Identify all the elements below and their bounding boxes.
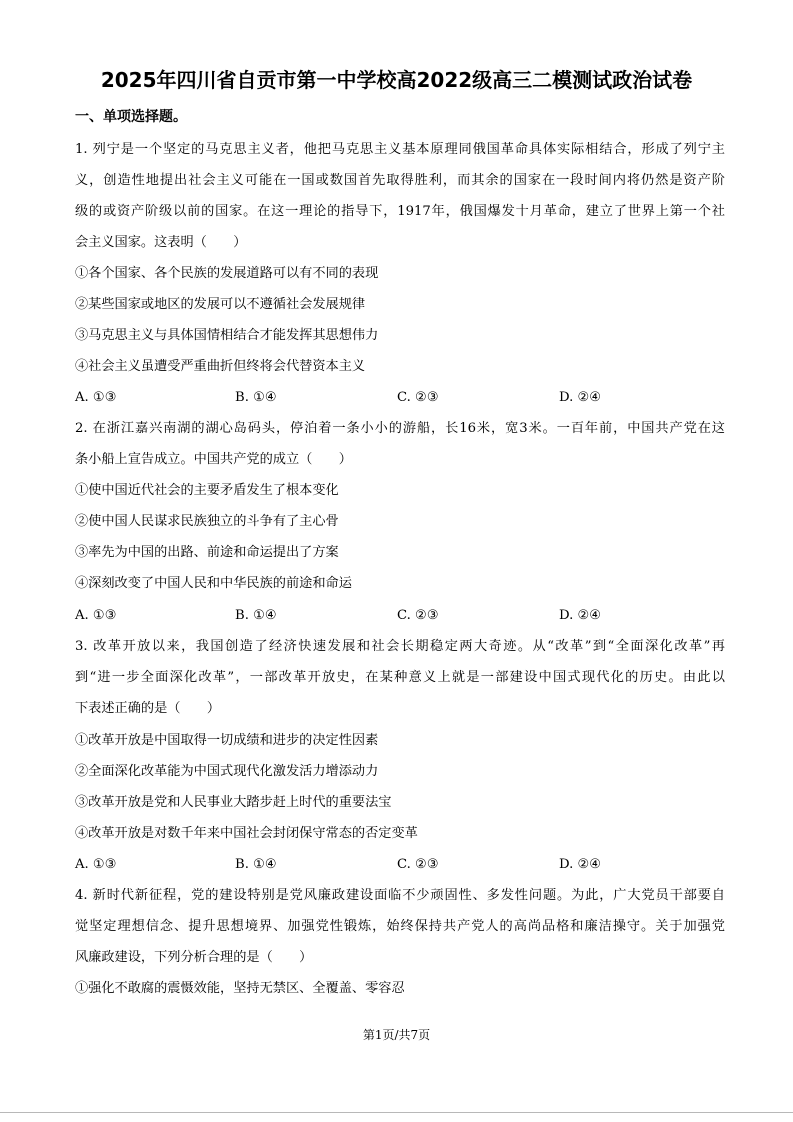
question-2-option-c[interactable]: C. ②③	[397, 608, 439, 623]
question-3-item-4: ④改革开放是对数千年来中国社会封闭保守常态的否定变革	[75, 826, 418, 841]
question-4-line-1: 4. 新时代新征程，党的建设特别是党风廉政建设面临不少顽固性、多发性问题。为此，广大党员干部要自	[75, 888, 725, 903]
question-1-line-2: 义，创造性地提出社会主义可能在一国或数国首先取得胜利，而其余的国家在一段时间内将仍然是资产阶	[75, 173, 725, 188]
question-4-item-1: ①强化不敢腐的震慑效能，坚持无禁区、全覆盖、零容忍	[75, 981, 405, 996]
question-1-line-3: 级的或资产阶级以前的国家。在这一理论的指导下，1917年，俄国爆发十月革命，建立了世界上第一个社	[75, 204, 725, 219]
question-1-item-1: ①各个国家、各个民族的发展道路可以有不同的表现	[75, 266, 379, 281]
question-3-line-1: 3. 改革开放以来，我国创造了经济快速发展和社会长期稳定两大奇迹。从“改革”到“全面深化改革”再	[75, 639, 725, 654]
question-3-option-d[interactable]: D. ②④	[559, 857, 602, 872]
question-3-option-b[interactable]: B. ①④	[235, 857, 277, 872]
question-1-option-a[interactable]: A. ①③	[75, 390, 117, 405]
question-2-item-3: ③率先为中国的出路、前途和命运提出了方案	[75, 545, 339, 560]
question-1-item-2: ②某些国家或地区的发展可以不遵循社会发展规律	[75, 297, 366, 312]
question-4-line-3: 风廉政建设，下列分析合理的是（ ）	[75, 950, 313, 965]
question-3-line-2: 到“进一步全面深化改革”，一部改革开放史，在某种意义上就是一部建设中国式现代化的历史。由此以	[75, 670, 725, 685]
section-heading: 一、单项选择题。	[75, 109, 187, 125]
question-4-line-2: 觉坚定理想信念、提升思想境界、加强党性锻炼，始终保持共产党人的高尚品格和廉洁操守。关于加强党	[75, 919, 725, 934]
question-2-line-1: 2. 在浙江嘉兴南湖的湖心岛码头，停泊着一条小小的游船，长16米，宽3米。一百年前，中国共产党在这	[75, 421, 725, 436]
page-bottom-divider	[0, 1112, 793, 1113]
question-3-item-2: ②全面深化改革能为中国式现代化激发活力增添动力	[75, 764, 379, 779]
question-1-item-3: ③马克思主义与具体国情相结合才能发挥其思想伟力	[75, 328, 379, 343]
question-1-option-c[interactable]: C. ②③	[397, 390, 439, 405]
question-2-item-1: ①使中国近代社会的主要矛盾发生了根本变化	[75, 483, 339, 498]
question-2-item-4: ④深刻改变了中国人民和中华民族的前途和命运	[75, 576, 352, 591]
question-3-item-1: ①改革开放是中国取得一切成绩和进步的决定性因素	[75, 733, 379, 748]
question-1-option-d[interactable]: D. ②④	[559, 390, 602, 405]
question-1-item-4: ④社会主义虽遭受严重曲折但终将会代替资本主义	[75, 359, 366, 374]
question-1-line-4: 会主义国家。这表明（ ）	[75, 235, 247, 250]
question-2-option-b[interactable]: B. ①④	[235, 608, 277, 623]
question-3-item-3: ③改革开放是党和人民事业大踏步赶上时代的重要法宝	[75, 795, 392, 810]
page-title: 2025年四川省自贡市第一中学校高2022级高三二模测试政治试卷	[100, 68, 693, 92]
question-2-item-2: ②使中国人民谋求民族独立的斗争有了主心骨	[75, 514, 339, 529]
question-1-option-b[interactable]: B. ①④	[235, 390, 277, 405]
question-2-option-a[interactable]: A. ①③	[75, 608, 117, 623]
question-3-line-3: 下表述正确的是（ ）	[75, 701, 221, 716]
question-3-option-a[interactable]: A. ①③	[75, 857, 117, 872]
page-footer: 第1页/共7页	[362, 1028, 431, 1042]
question-2-line-2: 条小船上宣告成立。中国共产党的成立（ ）	[75, 452, 352, 467]
question-1-line-1: 1. 列宁是一个坚定的马克思主义者，他把马克思主义基本原理同俄国革命具体实际相结合，形成了列宁主	[75, 142, 725, 157]
question-2-option-d[interactable]: D. ②④	[559, 608, 602, 623]
question-3-option-c[interactable]: C. ②③	[397, 857, 439, 872]
